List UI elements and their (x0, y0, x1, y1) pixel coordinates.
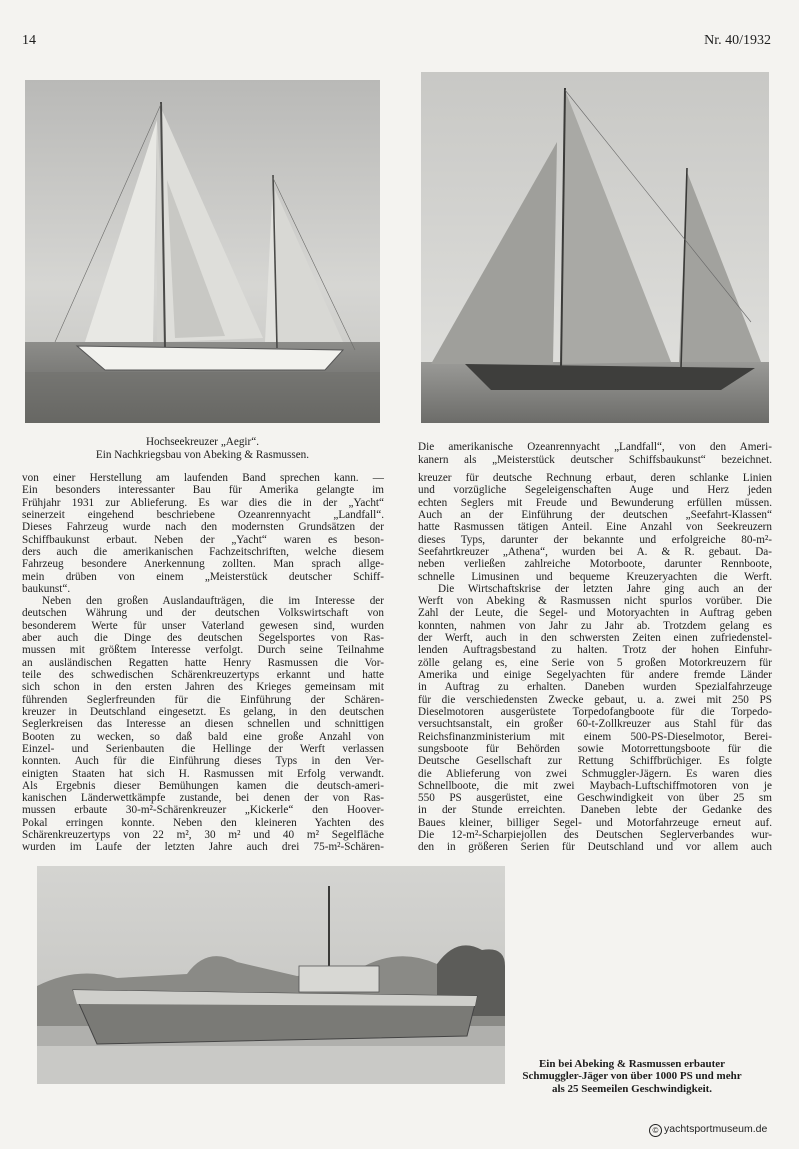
text-line: an ausländischen Regatten hatte Henry Rasmussen die Vor- (22, 656, 384, 669)
text-line: Booten zu wecken, so daß bald eine große Anzahl von (22, 730, 384, 743)
text-line: hatte Rasmussen tätigen Anteil. Eine Anzahl von Seekreuzern (418, 521, 772, 534)
text-line: aber auch die Dinge des deutschen Segelsportes von Ras- (22, 632, 384, 645)
text-line: versuchtsanstalt, ein großer 60-t-Zollkreuzer aus Stahl für das (418, 718, 772, 731)
caption-landfall (418, 441, 772, 467)
text-line: kreuzer in Deutschland eingesetzt. Es gelang, in den deutschen (22, 705, 384, 718)
text-line: Deutsche Gesellschaft zur Rettung Schiffbrüchiger. Es folgte (418, 755, 772, 768)
text-line: Reichsfinanzministerium mit einem 500-PS-Dieselmotor, Berei- (418, 730, 772, 743)
text-line: Fahrzeug besondere Anerkennung zollten. Man sprach allge- (22, 558, 384, 571)
text-line: Amerika und einige Segelyachten für andere fremde Länder (418, 669, 772, 681)
text-line: Einzel- und Serienbauten die Hellinge der Werft verlassen (22, 742, 384, 755)
text-line: Frühjahr 1931 zur Ablieferung. Es war dies die in der „Yacht“ (22, 496, 384, 509)
text-line: konnten, nahmen von Jahr zu Jahr ab. Trotzdem gelang es (418, 619, 772, 632)
text-line: mussen mit größtem Interesse verfolgt. Durch seine Teilnahme (22, 644, 384, 657)
photo-landfall-yacht (421, 72, 769, 423)
text-line: zölle gelang es, eine Serie von 5 großen Motorkreuzern für (418, 656, 772, 669)
text-line: Die Wirtschaftskrise der letzten Jahre ging auch an der (438, 582, 772, 595)
text-line: sungsboote für Behörden sowie Motorrettungsboote für die (418, 742, 772, 755)
text-line: Schärenkreuzertyps von 22 m², 30 m² und 40 m² Segelfläche (22, 829, 384, 842)
caption-line: Schmuggler-Jäger von über 1000 PS und mehr (522, 1070, 742, 1083)
text-line: dieses Typs, darunter der bekannte und erfolgreiche 80-m²- (418, 533, 772, 546)
text-line: 550 PS ausgerüstet, eine Geschwindigkeit von über 25 sm (418, 792, 772, 805)
text-line: Pokal erringen konnte. Neben den kleineren Yachten des (22, 816, 384, 829)
text-line: Auch an der Einführung der deutschen „Seefahrt-Klassen“ (418, 508, 772, 521)
text-line: und vorzügliche Segeleigenschaften Auge und Herz jeden (418, 484, 772, 497)
caption-line: Ein bei Abeking & Rasmussen erbauter (538, 1058, 726, 1070)
text-line: lenden Auftragsbestand zu halten. Trotz der hohen Einfuhr- (418, 644, 772, 657)
text-line: Seefahrtkreuzer „Athena“, wurden bei A. & R. gebaut. Da- (418, 545, 772, 558)
text-line: in der Stunde erreichten. Daneben lebte der Gedanke des (418, 804, 772, 817)
text-line: kanischen Länderwettkämpfe zustande, bei denen der von Ras- (22, 792, 384, 805)
caption-line: Hochseekreuzer „Aegir“. (145, 436, 260, 448)
text-line: Dieses Fahrzeug wurde nach den modernsten Grundsätzen der (22, 521, 384, 534)
text-line: baukunst“. (22, 582, 71, 595)
text-line: seinerzeit eingehend beschriebene Ozeanrennyacht „Landfall“. (22, 508, 384, 521)
text-line: konnten. Auch für die Einführung dieses Typs in den Ver- (22, 755, 384, 768)
watermark-text: yachtsportmuseum.de (664, 1123, 768, 1135)
text-line: schnelle Limusinen und bequeme Kreuzeryachten die Werft. (418, 570, 772, 583)
caption-aegir (25, 436, 380, 462)
text-line: echten Seglers mit Freude und Bewunderung erfüllen müssen. (418, 496, 772, 509)
text-line: Neben den großen Auslandaufträgen, die im Interesse der (42, 595, 384, 608)
text-line: Schiffbaukunst erbaut. Neben der „Yacht“ waren es beson- (22, 533, 384, 546)
text-line: mein drüben von einem „Meisterstück deutscher Schiff- (22, 570, 384, 583)
text-line: der Werft, auch in den schwersten Zeiten einen zufriedenstel- (418, 632, 772, 645)
text-line: Ein besonders interessanter Bau für Amerika gelangte im (22, 484, 384, 497)
text-line: führenden Seglerfreunden für die Einführung der Schären- (22, 693, 384, 706)
article-left-column (22, 472, 384, 854)
issue-number: Nr. 40/1932 (704, 33, 771, 48)
text-line: wurden im Laufe der letzten Jahre auch drei 75-m²-Schären- (22, 841, 384, 854)
text-line: besonderem Werte für unser Vaterland gewesen sind, wurden (22, 619, 384, 632)
text-line: einigten Staaten hat sich H. Rasmussen mit Erfolg verwandt. (22, 767, 384, 780)
caption-schmuggler-jaeger (512, 1058, 752, 1095)
text-line: teile des schwedischen Schärenkreuzertyps erkannt und hatte (22, 669, 384, 681)
text-line: Die 12-m²-Scharpiejollen des Deutschen Seglerverbandes wur- (418, 829, 772, 842)
copyright-icon: © (649, 1124, 662, 1137)
text-line: neben verließen zahlreiche Motorboote, darunter Rennboote, (418, 558, 772, 571)
text-line: kreuzer für deutsche Rechnung erbaut, deren schlanke Linien (418, 472, 772, 484)
text-line: deutschen Währung und der deutschen Volkswirtschaft von (22, 607, 384, 620)
photo-aegir-schooner (25, 80, 380, 423)
text-line: den in größeren Serien für Deutschland und vor allem auch (418, 841, 772, 854)
watermark (649, 1123, 767, 1137)
text-line: Schnellboote, die mit zwei Maybach-Luftschiffmotoren von je (418, 779, 772, 792)
text-line: die Ablieferung von zwei Schmuggler-Jägern. Es waren dies (418, 767, 772, 780)
text-line: Seglerkreisen das Interesse an diesen schnellen und schnittigen (22, 718, 384, 731)
text-line: für die verschiedensten Zwecke gebaut, u. a. zwei mit 250 PS (418, 693, 772, 706)
text-line: Baues kleiner, billiger Segel- und Motorfahrzeuge erneut auf. (418, 816, 772, 829)
caption-line: kanern als „Meisterstück deutscher Schiffsbaukunst“ bezeichnet. (418, 454, 772, 466)
text-line: sich schon in den ersten Jahren des Krieges gemeinsam mit (22, 681, 384, 694)
caption-line: Die amerikanische Ozeanrennyacht „Landfall“, von den Ameri- (418, 441, 772, 453)
text-line: mussen erbaute 30-m²-Schärenkreuzer „Kickerle“ den Hoover- (22, 804, 384, 817)
caption-line: Ein Nachkriegsbau von Abeking & Rasmussen. (95, 449, 310, 461)
text-line: Zahl der Leute, die Segel- und Motoryachten in Auftrag geben (418, 607, 772, 620)
text-line: Als Ergebnis dieser Bemühungen kamen die deutsch-ameri- (22, 779, 384, 792)
caption-line: als 25 Seemeilen Geschwindigkeit. (551, 1082, 713, 1095)
text-line: Werft von Abeking & Rasmussen nicht spurlos vorüber. Die (418, 595, 772, 608)
text-line: ders auch die amerikanischen Fachzeitschriften, welche diesem (22, 545, 384, 558)
photo-schmuggler-jaeger (37, 866, 505, 1084)
page-number: 14 (22, 33, 36, 48)
article-right-column (418, 472, 772, 854)
text-line: von einer Herstellung am laufenden Band sprechen kann. — (22, 472, 384, 484)
text-line: Dieselmotoren ausgerüstete Torpedofangboote für die Torpedo- (418, 705, 772, 718)
text-line: in Auftrag zu erhalten. Daneben wurden Spezialfahrzeuge (418, 681, 772, 694)
